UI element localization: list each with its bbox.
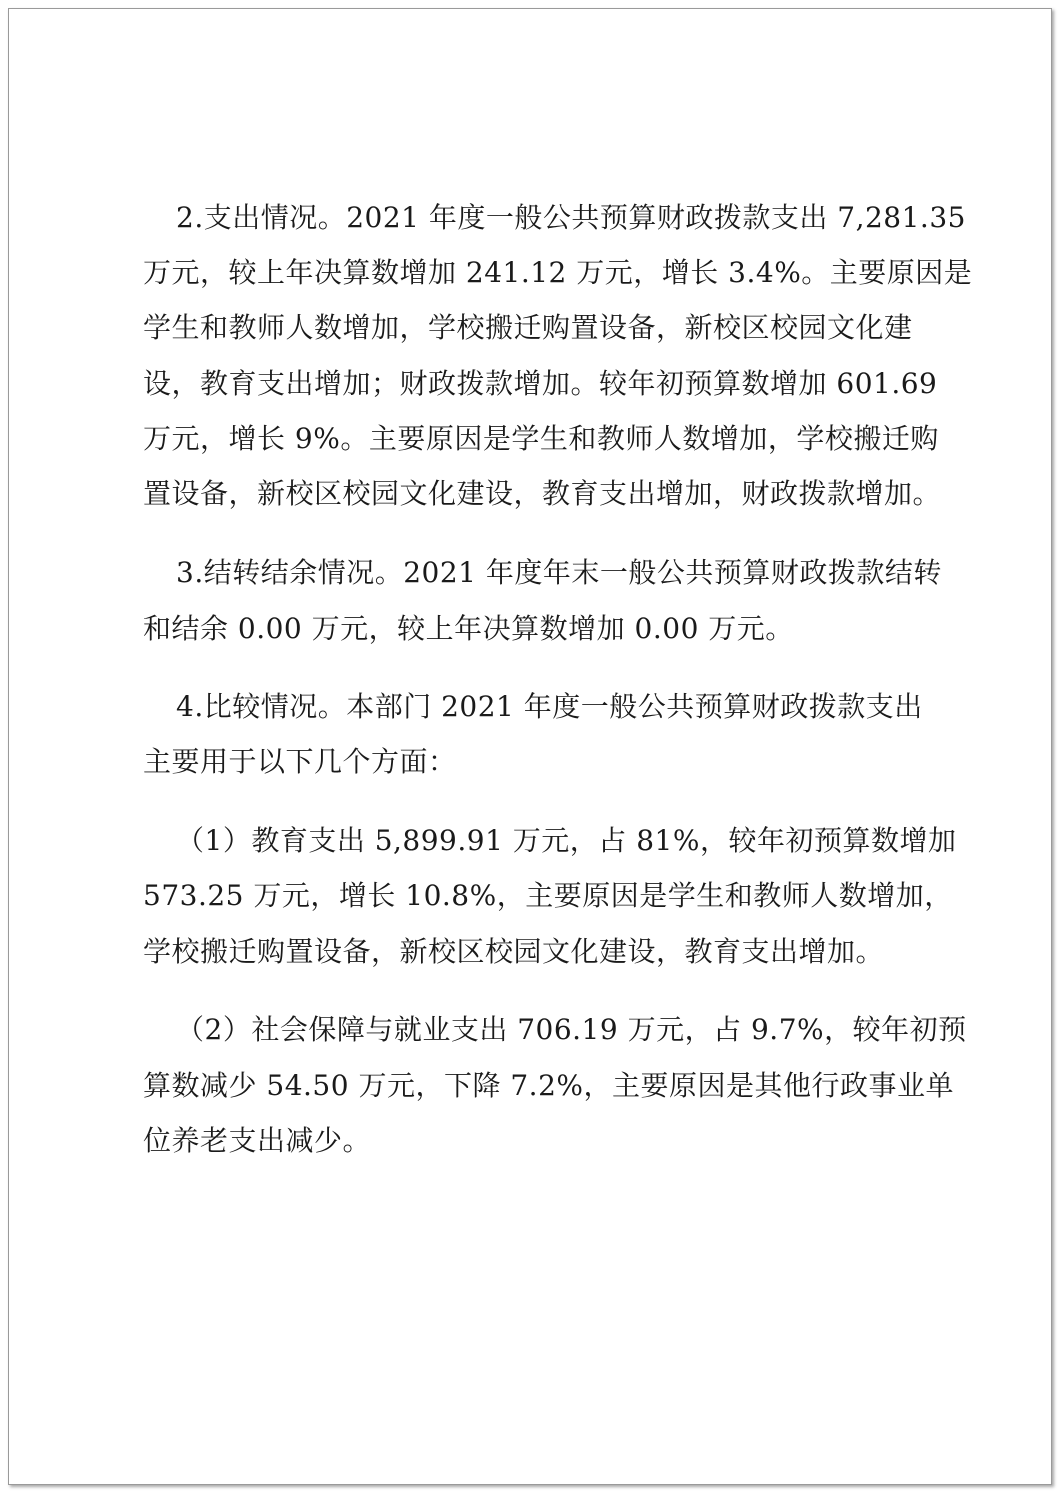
paragraph-social-security-line-3: 位养老支出减少。 bbox=[143, 1124, 372, 1157]
paragraph-education-line-2: 573.25 万元，增长 10.8%，主要原因是学生和教师人数增加， bbox=[143, 879, 953, 912]
paragraph-expenditure-line-6: 置设备，新校区校园文化建设，教育支出增加，财政拨款增加。 bbox=[143, 477, 942, 510]
paragraph-expenditure-line-1: 2.支出情况。2021 年度一般公共预算财政拨款支出 7,281.35 bbox=[176, 201, 966, 234]
paragraph-expenditure-line-5: 万元，增长 9%。主要原因是学生和教师人数增加，学校搬迁购 bbox=[143, 422, 939, 455]
paragraph-comparison-line-2: 主要用于以下几个方面： bbox=[143, 745, 457, 778]
paragraph-education-line-1: （1）教育支出 5,899.91 万元，占 81%，较年初预算数增加 bbox=[176, 824, 957, 857]
paragraph-carryover-line-2: 和结余 0.00 万元，较上年决算数增加 0.00 万元。 bbox=[143, 612, 794, 645]
paragraph-expenditure-line-4: 设，教育支出增加；财政拨款增加。较年初预算数增加 601.69 bbox=[143, 367, 938, 400]
paragraph-social-security-line-1: （2）社会保障与就业支出 706.19 万元，占 9.7%，较年初预 bbox=[176, 1013, 967, 1046]
paragraph-expenditure-line-3: 学生和教师人数增加，学校搬迁购置设备，新校区校园文化建 bbox=[143, 311, 913, 344]
paragraph-expenditure-line-2: 万元，较上年决算数增加 241.12 万元，增长 3.4%。主要原因是 bbox=[143, 256, 973, 289]
paragraph-social-security-line-2: 算数减少 54.50 万元，下降 7.2%，主要原因是其他行政事业单 bbox=[143, 1069, 954, 1102]
paragraph-carryover-line-1: 3.结转结余情况。2021 年度年末一般公共预算财政拨款结转 bbox=[176, 556, 942, 589]
paragraph-education-line-3: 学校搬迁购置设备，新校区校园文化建设，教育支出增加。 bbox=[143, 935, 885, 968]
paragraph-comparison-line-1: 4.比较情况。本部门 2021 年度一般公共预算财政拨款支出 bbox=[176, 690, 923, 723]
